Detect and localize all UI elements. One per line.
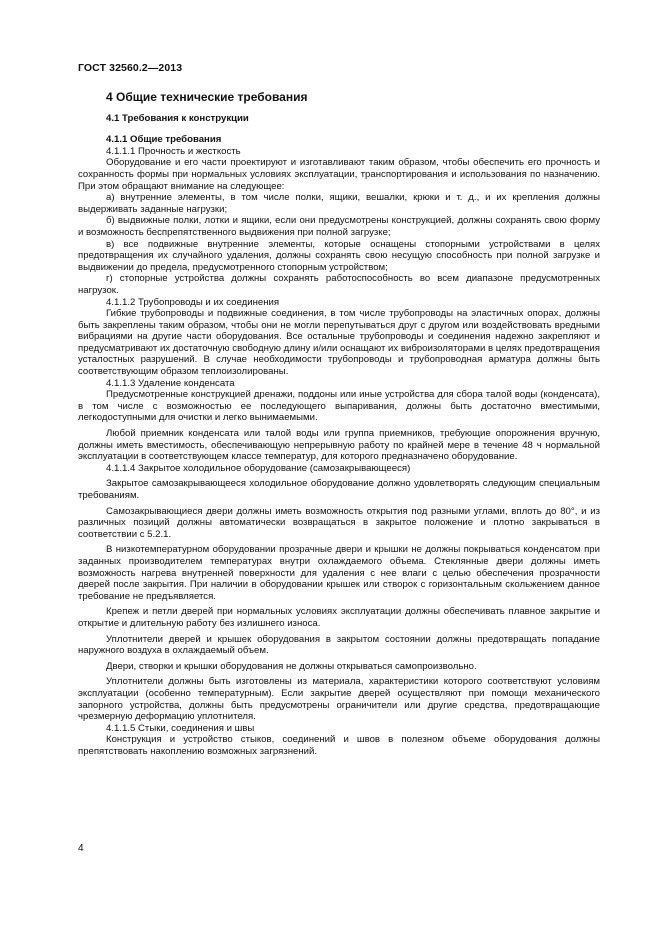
paragraph: В низкотемпературном оборудовании прозрачные двери и крышки не должны покрываться конденсатом при заданных производителем температурах внутри охлаждаемого объема. Стеклянные двери должны иметь возможность нагрева внутренней поверхности для удаления с нее влаги с целью обеспечения прозрачности дверей после закрытия. При наличии в оборудовании крышек или створок с горизонтальным скольжением данное требование не предъявляется. bbox=[78, 544, 600, 602]
paragraph: Оборудование и его части проектируют и изготавливают таким образом, чтобы обеспечить его прочность и сохранность формы при нормальных условиях эксплуатации, транспортирования и использования по назначению. При этом обращают внимание на следующее: bbox=[78, 157, 600, 192]
paragraph: Конструкция и устройство стыков, соединений и швов в полезном объеме оборудования должны препятствовать накоплению возможных загрязнений. bbox=[78, 734, 600, 757]
clause-heading: 4.1.1.4 Закрытое холодильное оборудование (самозакрывающееся) bbox=[106, 462, 411, 474]
paragraph: Двери, створки и крышки оборудования не должны открываться самопроизвольно. bbox=[106, 660, 477, 672]
list-item: б) выдвижные полки, лотки и ящики, если они предусмотрены конструкцией, должны сохранять свою форму и возможность беспрепятственного выдвижения при полной загрузке; bbox=[78, 215, 600, 238]
section-title: 4 Общие технические требования bbox=[106, 90, 308, 104]
subsection-title: 4.1 Требования к конструкции bbox=[106, 112, 249, 124]
paragraph: Гибкие трубопроводы и подвижные соединения, в том числе трубопроводы на эластичных опорах, должны быть закреплены таким образом, чтобы они не могли перепутываться друг с другом или воздействовать вредными вибрациями на другие части оборудования. Все остальные трубопроводы и соединения надежно закрепляют и предусматривают их достаточную свободную длину и/или оснащают их виброизоляторами в целях предотвращения усталостных разрушений. В случае необходимости трубопроводы и трубопроводная арматура должны быть соответствующим образом теплоизолированы. bbox=[78, 308, 600, 378]
subsubsection-title: 4.1.1 Общие требования bbox=[106, 134, 222, 146]
paragraph: Закрытое самозакрывающееся холодильное оборудование должно удовлетворять следующим специальным требованиям. bbox=[78, 478, 600, 501]
clause-heading: 4.1.1.2 Трубопроводы и их соединения bbox=[106, 296, 280, 308]
paragraph: Крепеж и петли дверей при нормальных условиях эксплуатации должны обеспечивать плавное закрытие и открытие и длительную работу без излишнего износа. bbox=[78, 606, 600, 629]
paragraph: Предусмотренные конструкцией дренажи, поддоны или иные устройства для сбора талой воды (конденсата), в том числе с возможностью ее последующего выпаривания, должны быть достаточно вместимыми, легкодоступными для очистки и легко вынимаемыми. bbox=[78, 389, 600, 424]
page-number: 4 bbox=[78, 843, 84, 854]
list-item: в) все подвижные внутренние элементы, которые оснащены стопорными устройствами в целях предотвращения их случайного удаления, должны сохранять свою несущую способность при полной загрузке и выдвижении до предела, предусмотренного стопорным устройством; bbox=[78, 238, 600, 273]
page-content bbox=[78, 92, 600, 757]
clause-heading: 4.1.1.1 Прочность и жесткость bbox=[106, 145, 241, 157]
list-item: г) стопорные устройства должны сохранять работоспособность во всем диапазоне предусмотренных нагрузок. bbox=[78, 273, 600, 296]
paragraph: Любой приемник конденсата или талой воды или группа приемников, требующие опорожнения вручную, должны иметь вместимость, обеспечивающую непрерывную работу по крайней мере в течение 48 ч нормальной эксплуатации в соответствующем классе температур, для которого предназначено оборудование. bbox=[78, 428, 600, 463]
paragraph: Уплотнители дверей и крышек оборудования в закрытом состоянии должны предотвращать попадание наружного воздуха в охлаждаемый объем. bbox=[78, 633, 600, 657]
clause-heading: 4.1.1.3 Удаление конденсата bbox=[106, 377, 235, 389]
document-code-header: ГОСТ 32560.2—2013 bbox=[78, 62, 183, 74]
paragraph: Уплотнители должны быть изготовлены из материала, характеристики которого соответствуют условиям эксплуатации (особенно температурным). Если закрытие дверей осуществляют при помощи механического запорного устройства, должны быть предусмотрены ограничители или другие средства, предотвращающие чрезмерную деформацию уплотнителя. bbox=[78, 676, 600, 723]
clause-heading: 4.1.1.5 Стыки, соединения и швы bbox=[106, 722, 255, 734]
list-item: а) внутренние элементы, в том числе полки, ящики, вешалки, крюки и т. д., и их крепления должны выдерживать заданные нагрузки; bbox=[78, 192, 600, 215]
paragraph: Самозакрывающиеся двери должны иметь возможность открытия под разными углами, вплоть до 80°, и из различных позиций должны автоматически возвращаться в закрытое положение и плотно закрываться в соответствии с 5.2.1. bbox=[78, 505, 600, 540]
